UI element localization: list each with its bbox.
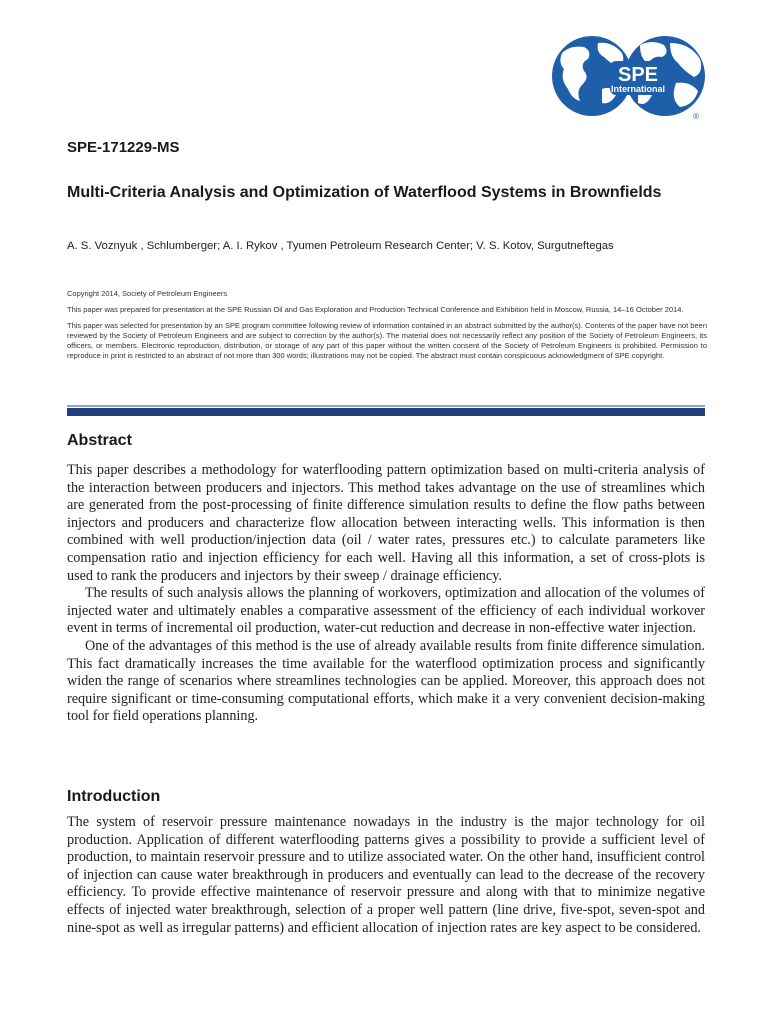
copyright-notice	[67, 289, 707, 367]
header-divider	[67, 405, 705, 417]
paper-title: Multi-Criteria Analysis and Optimization of Waterflood Systems in Brownfields	[67, 184, 662, 201]
introduction-paragraph: The system of reservoir pressure maintenance nowadays in the industry is the major technology for oil production. Application of different waterflooding patterns gives a possibility to provide a sufficient level of production, to maintain reservoir pressure and to utilize associated water. On the other hand, insufficient control of injection can cause water breakthrough in producers and eventually can lead to the decrease of the recovery efficiency. To provide effective maintenance of reservoir pressure and along with that to minimize negative effects of injected water breakthrough, selection of a proper well pattern (line drive, five-spot, seven-spot and nine-spot as well as irregular patterns) and efficient allocation of injection rates are key aspect to be considered.	[67, 814, 705, 936]
copyright-line: Copyright 2014, Society of Petroleum Engineers	[67, 289, 228, 298]
authors: A. S. Voznyuk , Schlumberger; A. I. Rykov , Tyumen Petroleum Research Center; V. S. Kotov, Surgutneftegas	[67, 240, 614, 252]
introduction-body	[67, 814, 705, 937]
globe-logo-icon	[540, 33, 712, 123]
conference-note: This paper was prepared for presentation at the SPE Russian Oil and Gas Exploration and Production Technical Conference and Exhibition held in Moscow, Russia, 14–16 October 2014.	[67, 305, 684, 314]
registered-mark: ®	[693, 112, 699, 121]
review-disclaimer: This paper was selected for presentation by an SPE program committee following review of information contained in an abstract submitted by the author(s). Contents of the paper have not been reviewed by the Society of Petroleum Engineers and are subject to correction by the author(s). The material does not necessarily reflect any position of the Society of Petroleum Engineers, its officers, or members. Electronic reproduction, distribution, or storage of any part of this paper without the written consent of the Society of Petroleum Engineers is prohibited. Permission to reproduce in print is restricted to an abstract of not more than 300 words; illustrations may not be copied. The abstract must contain conspicuous acknowledgment of SPE copyright.	[67, 321, 707, 360]
abstract-paragraph: One of the advantages of this method is the use of already available results from finite difference simulation. This fact dramatically increases the time available for the waterflood optimization process and significantly widen the range of scenarios where streamlines technologies can be applied. Moreover, this approach does not require significant or time-consuming computational efforts, which make it a very convenient decision-making tool for field operations planning.	[67, 637, 705, 725]
abstract-paragraph: The results of such analysis allows the planning of workovers, optimization and allocation of the volumes of injected water and ultimately enables a comparative assessment of the efficiency of each individual workover event in terms of incremental oil production, water-cut reduction and decrease in non-effective water injection.	[67, 585, 705, 637]
introduction-heading: Introduction	[67, 788, 161, 805]
abstract-heading: Abstract	[67, 432, 132, 449]
abstract-body	[67, 462, 705, 726]
abstract-paragraph: This paper describes a methodology for waterflooding pattern optimization based on multi-criteria analysis of the interaction between producers and injectors. This method takes advantage on the use of streamlines which are generated from the post-processing of finite difference simulation results to define the flow paths between injectors and producers and characterize flow allocation between interacting wells. This information is then combined with well production/injection data (oil / water rates, pressures etc.) to calculate parameters like compensation ratio and injection efficiency for each well. Having all this information, a set of cross-plots is used to rank the producers and injectors by their sweep / drainage efficiency.	[67, 462, 705, 584]
logo-text-sub: International	[610, 84, 666, 94]
paper-id: SPE-171229-MS	[67, 139, 180, 156]
logo-text-main: SPE	[617, 64, 659, 86]
spe-international-logo	[540, 33, 712, 123]
